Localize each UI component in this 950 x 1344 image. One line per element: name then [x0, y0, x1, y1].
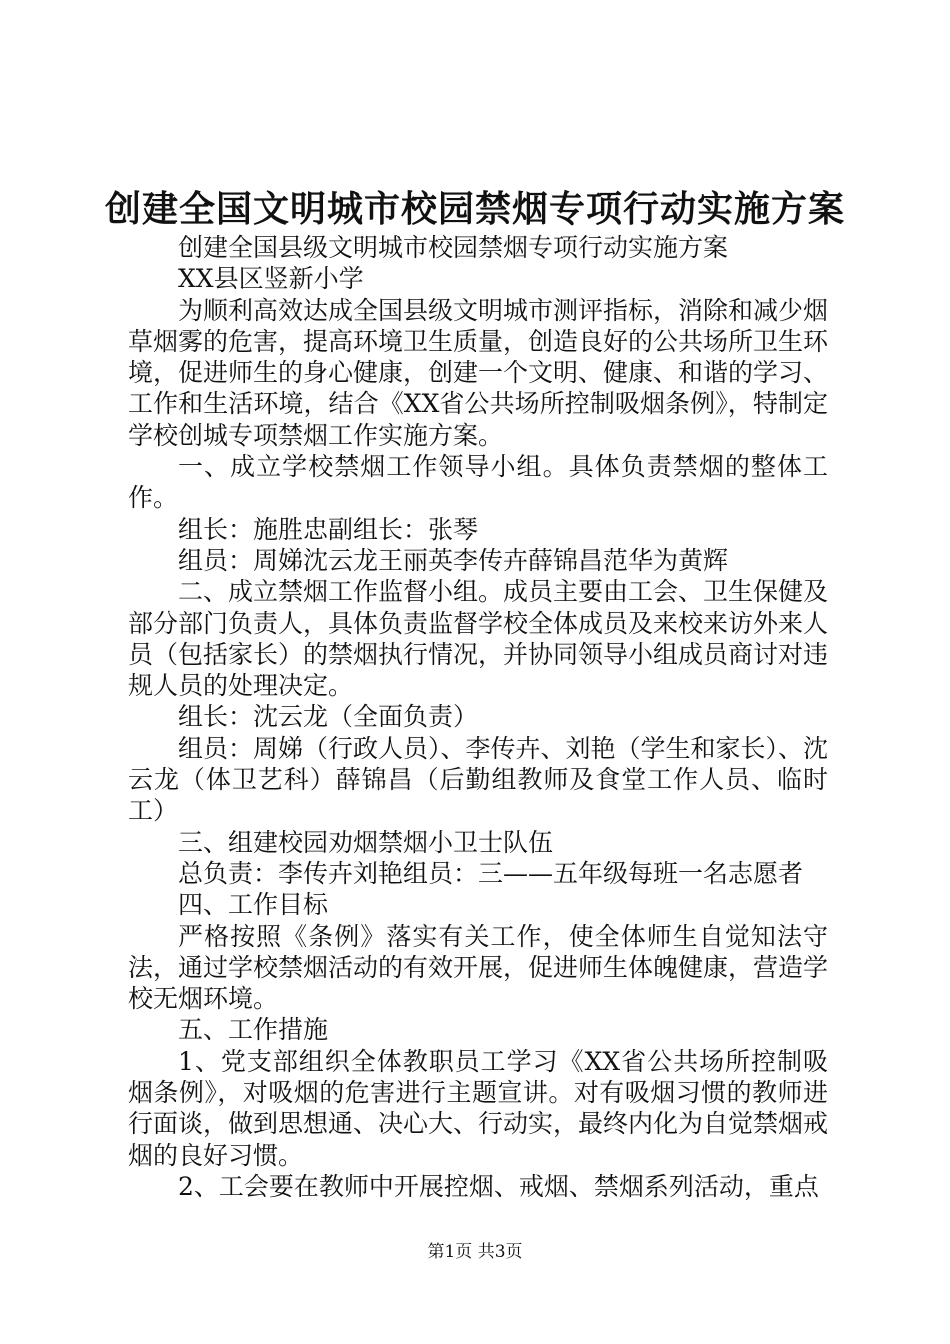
section-3-heading: 三、组建校园劝烟禁烟小卫士队伍 — [178, 827, 554, 857]
leader-line: 组长：施胜忠副组长：张琴 — [178, 514, 479, 544]
supervisor-members-line: 组员：周娣（行政人员）、李传卉、刘艳（学生和家长）、沈云龙（体卫艺科）薛锦昌（后勤组教师及食堂工作人员、临时工） — [128, 733, 829, 826]
document-body — [128, 232, 828, 1202]
section-5-heading: 五、工作措施 — [178, 1015, 329, 1045]
document-title: 创建全国文明城市校园禁烟专项行动实施方案 — [104, 188, 845, 230]
goal-paragraph: 严格按照《条例》落实有关工作，使全体师生自觉知法守法，通过学校禁烟活动的有效开展，促进师生体魄健康，营造学校无烟环境。 — [128, 921, 829, 1014]
section-2-heading: 二、成立禁烟工作监督小组。成员主要由工会、卫生保健及部分部门负责人，具体负责监督学校全体成员及来校来访外来人员（包括家长）的禁烟执行情况，并协同领导小组成员商讨对违规人员的处理决定。 — [128, 577, 829, 701]
measure-2-paragraph: 2、工会要在教师中开展控烟、戒烟、禁烟系列活动，重点 — [178, 1171, 819, 1201]
supervisor-leader-line: 组长：沈云龙（全面负责） — [178, 702, 479, 732]
volunteer-line: 总负责：李传卉刘艳组员：三——五年级每班一名志愿者 — [178, 858, 804, 888]
intro-paragraph: 为顺利高效达成全国县级文明城市测评指标，消除和减少烟草烟雾的危害，提高环境卫生质量，创造良好的公共场所卫生环境，促进师生的身心健康，创建一个文明、健康、和谐的学习、工作和生活环境，结合《XX省公共场所控制吸烟条例》，特制定学校创城专项禁烟工作实施方案。 — [128, 295, 829, 450]
members-line: 组员：周娣沈云龙王丽英李传卉薛锦昌范华为黄辉 — [178, 545, 729, 575]
section-1-heading: 一、成立学校禁烟工作领导小组。具体负责禁烟的整体工作。 — [128, 452, 828, 513]
school-name-paragraph: XX县区竖新小学 — [178, 264, 364, 294]
section-4-heading: 四、工作目标 — [178, 890, 329, 920]
measure-1-paragraph: 1、党支部组织全体教职员工学习《XX省公共场所控制吸烟条例》，对吸烟的危害进行主题宣讲。对有吸烟习惯的教师进行面谈，做到思想通、决心大、行动实，最终内化为自觉禁烟戒烟的良好习惯。 — [128, 1046, 829, 1170]
page-footer: 第1页 共3页 — [427, 1242, 523, 1262]
subtitle-paragraph: 创建全国县级文明城市校园禁烟专项行动实施方案 — [178, 233, 729, 262]
